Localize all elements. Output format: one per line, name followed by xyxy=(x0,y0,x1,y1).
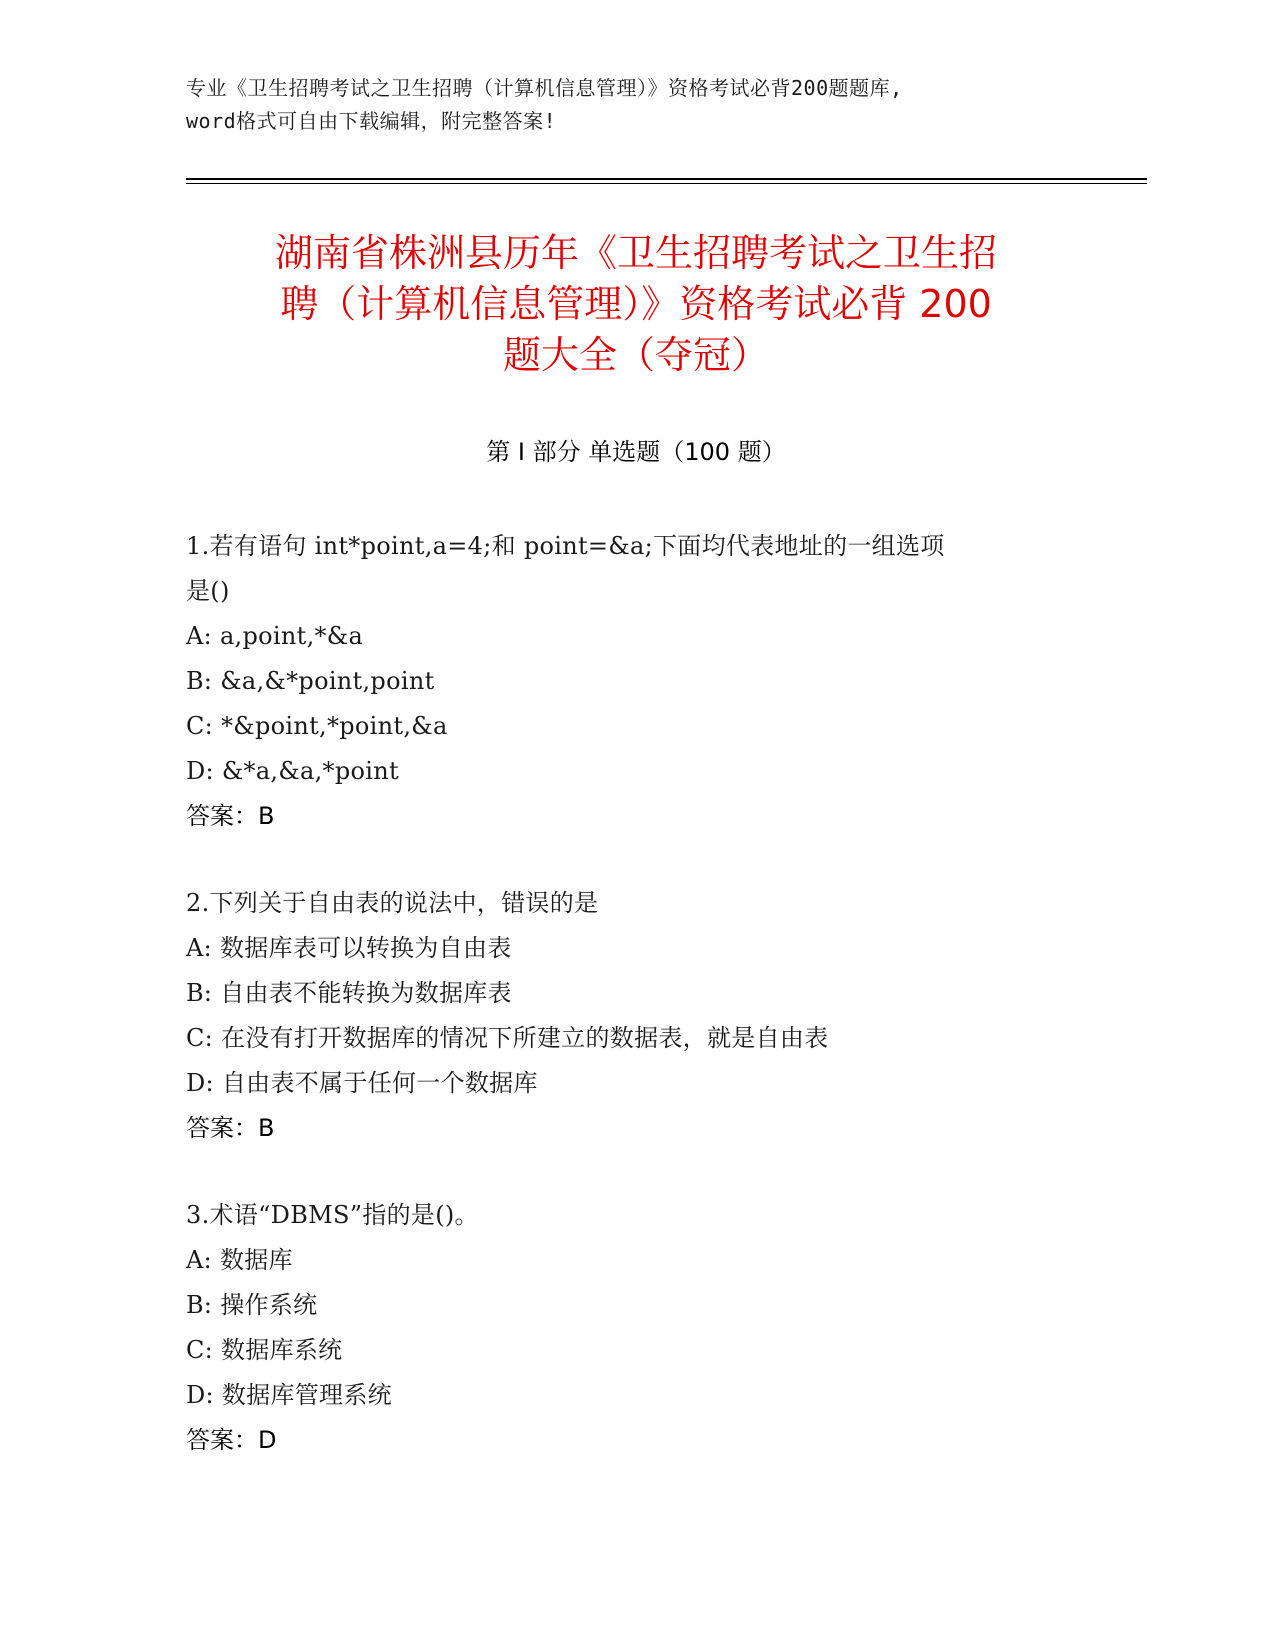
section-title: 第 I 部分 单选题（100 题） xyxy=(486,438,786,466)
option-c: C: 数据库系统 xyxy=(186,1336,343,1364)
header-note-line-1: 专业《卫生招聘考试之卫生招聘（计算机信息管理）》资格考试必背200题题库, xyxy=(186,76,903,100)
option-b: B: &a,&*point,point xyxy=(186,667,435,695)
question-stem: 3.术语“DBMS”指的是()。 xyxy=(186,1201,479,1229)
option-b: B: 自由表不能转换为数据库表 xyxy=(186,979,512,1007)
answer: 答案：D xyxy=(186,1426,277,1454)
answer: 答案：B xyxy=(186,1114,275,1142)
document-title-line-3: 题大全（夺冠） xyxy=(502,333,769,377)
option-a: A: a,point,*&a xyxy=(186,622,364,650)
document-title-line-2: 聘（计算机信息管理）》资格考试必背 200 xyxy=(280,282,992,326)
option-d: D: 数据库管理系统 xyxy=(186,1381,392,1409)
question-stem: 2.下列关于自由表的说法中，错误的是 xyxy=(186,889,599,917)
option-d: D: &*a,&a,*point xyxy=(186,757,399,785)
option-b: B: 操作系统 xyxy=(186,1291,318,1319)
header-divider-thick xyxy=(186,178,1147,180)
question-stem: 1.若有语句 int*point,a=4;和 point=&a;下面均代表地址的一组选项 xyxy=(186,532,945,560)
question-3 xyxy=(186,1193,1086,1463)
option-d: D: 自由表不属于任何一个数据库 xyxy=(186,1069,538,1097)
header-divider-thin xyxy=(186,183,1147,184)
question-1 xyxy=(186,524,1086,839)
question-2 xyxy=(186,881,1086,1151)
document-title xyxy=(186,228,1086,381)
question-stem-continued: 是() xyxy=(186,577,230,605)
document-title-line-1: 湖南省株洲县历年《卫生招聘考试之卫生招 xyxy=(274,231,997,275)
question-list xyxy=(186,524,1086,1505)
header-note xyxy=(186,72,1086,138)
answer: 答案：B xyxy=(186,802,275,830)
option-c: C: *&point,*point,&a xyxy=(186,712,448,740)
option-a: A: 数据库 xyxy=(186,1246,293,1274)
option-a: A: 数据库表可以转换为自由表 xyxy=(186,934,512,962)
option-c: C: 在没有打开数据库的情况下所建立的数据表，就是自由表 xyxy=(186,1024,829,1052)
header-note-line-2: word格式可自由下载编辑，附完整答案! xyxy=(186,109,557,133)
